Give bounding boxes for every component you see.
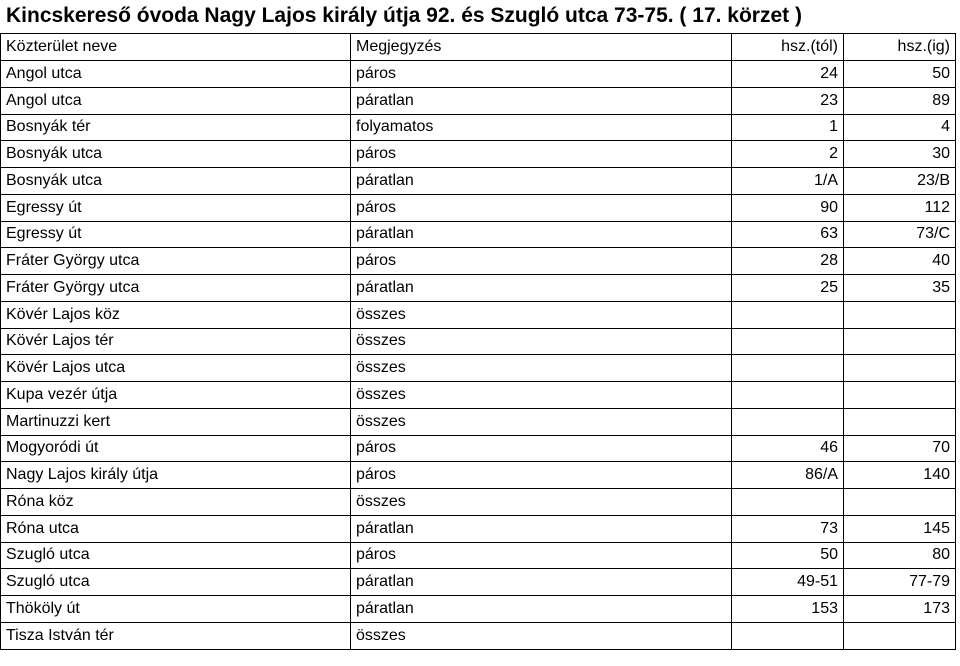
to-cell[interactable] [844,328,956,355]
street-cell[interactable]: Kövér Lajos tér [1,328,351,355]
table-row [1,515,956,542]
note-cell[interactable]: folyamatos [351,114,732,141]
to-cell[interactable]: 23/B [844,168,956,195]
note-cell[interactable]: páratlan [351,87,732,114]
from-cell[interactable]: 86/A [732,462,844,489]
header-row [1,34,956,61]
from-cell[interactable] [732,328,844,355]
from-cell[interactable] [732,355,844,382]
header-to-cell[interactable]: hsz.(ig) [844,34,956,61]
header-street-cell[interactable]: Közterület neve [1,34,351,61]
sheet-title: Kincskereső óvoda Nagy Lajos király útja 92. és Szugló utca 73-75. ( 17. körzet ) [6,4,802,27]
from-cell[interactable]: 73 [732,515,844,542]
table-row [1,328,956,355]
street-cell[interactable]: Martinuzzi kert [1,408,351,435]
table-row [1,221,956,248]
to-cell[interactable] [844,382,956,409]
note-cell[interactable]: összes [351,408,732,435]
note-cell[interactable]: páratlan [351,596,732,623]
from-cell[interactable]: 28 [732,248,844,275]
table-row [1,569,956,596]
note-cell[interactable]: páros [351,194,732,221]
from-cell[interactable]: 50 [732,542,844,569]
street-cell[interactable]: Mogyoródi út [1,435,351,462]
from-cell[interactable]: 90 [732,194,844,221]
table-row [1,622,956,649]
note-cell[interactable]: összes [351,355,732,382]
note-cell[interactable]: páros [351,248,732,275]
note-cell[interactable]: páros [351,141,732,168]
street-cell[interactable]: Bosnyák utca [1,168,351,195]
to-cell[interactable]: 80 [844,542,956,569]
to-cell[interactable] [844,355,956,382]
note-cell[interactable]: páratlan [351,275,732,302]
note-cell[interactable]: összes [351,489,732,516]
from-cell[interactable] [732,489,844,516]
table-row [1,596,956,623]
table-row [1,435,956,462]
to-cell[interactable]: 4 [844,114,956,141]
street-cell[interactable]: Kupa vezér útja [1,382,351,409]
table-row [1,275,956,302]
from-cell[interactable]: 63 [732,221,844,248]
table-row [1,61,956,88]
from-cell[interactable]: 24 [732,61,844,88]
street-cell[interactable]: Bosnyák tér [1,114,351,141]
to-cell[interactable]: 112 [844,194,956,221]
table-row [1,194,956,221]
table-row [1,114,956,141]
from-cell[interactable]: 49-51 [732,569,844,596]
street-cell[interactable]: Róna köz [1,489,351,516]
note-cell[interactable]: páros [351,462,732,489]
from-cell[interactable]: 153 [732,596,844,623]
to-cell[interactable]: 50 [844,61,956,88]
street-cell[interactable]: Nagy Lajos király útja [1,462,351,489]
street-cell[interactable]: Szugló utca [1,542,351,569]
to-cell[interactable]: 173 [844,596,956,623]
header-from-cell[interactable]: hsz.(tól) [732,34,844,61]
from-cell[interactable] [732,622,844,649]
table-row [1,408,956,435]
street-table [0,33,956,650]
street-cell[interactable]: Egressy út [1,194,351,221]
from-cell[interactable]: 2 [732,141,844,168]
table-row [1,248,956,275]
table-row [1,489,956,516]
to-cell[interactable] [844,489,956,516]
street-cell[interactable]: Tisza István tér [1,622,351,649]
table-row [1,355,956,382]
to-cell[interactable] [844,301,956,328]
note-cell[interactable]: páratlan [351,569,732,596]
table-row [1,542,956,569]
to-cell[interactable]: 73/C [844,221,956,248]
street-cell[interactable]: Angol utca [1,61,351,88]
note-cell[interactable]: páratlan [351,515,732,542]
note-cell[interactable]: páratlan [351,221,732,248]
to-cell[interactable]: 140 [844,462,956,489]
from-cell[interactable]: 1 [732,114,844,141]
note-cell[interactable]: összes [351,301,732,328]
to-cell[interactable]: 145 [844,515,956,542]
street-cell[interactable]: Fráter György utca [1,248,351,275]
street-cell[interactable]: Róna utca [1,515,351,542]
from-cell[interactable] [732,382,844,409]
to-cell[interactable]: 40 [844,248,956,275]
street-cell[interactable]: Angol utca [1,87,351,114]
note-cell[interactable]: összes [351,382,732,409]
to-cell[interactable]: 89 [844,87,956,114]
to-cell[interactable]: 35 [844,275,956,302]
from-cell[interactable]: 23 [732,87,844,114]
street-cell[interactable]: Kövér Lajos köz [1,301,351,328]
to-cell[interactable] [844,622,956,649]
street-cell[interactable]: Kövér Lajos utca [1,355,351,382]
to-cell[interactable]: 70 [844,435,956,462]
street-cell[interactable]: Szugló utca [1,569,351,596]
street-cell[interactable]: Thököly út [1,596,351,623]
note-cell[interactable]: összes [351,622,732,649]
note-cell[interactable]: páratlan [351,168,732,195]
from-cell[interactable] [732,301,844,328]
street-table-body [1,34,956,650]
from-cell[interactable]: 46 [732,435,844,462]
table-row [1,462,956,489]
street-cell[interactable]: Egressy út [1,221,351,248]
to-cell[interactable] [844,408,956,435]
table-row [1,301,956,328]
to-cell[interactable]: 30 [844,141,956,168]
from-cell[interactable]: 1/A [732,168,844,195]
note-cell[interactable]: páros [351,61,732,88]
note-cell[interactable]: páros [351,435,732,462]
note-cell[interactable]: páros [351,542,732,569]
table-row [1,168,956,195]
header-note-cell[interactable]: Megjegyzés [351,34,732,61]
from-cell[interactable]: 25 [732,275,844,302]
table-row [1,382,956,409]
from-cell[interactable] [732,408,844,435]
to-cell[interactable]: 77-79 [844,569,956,596]
note-cell[interactable]: összes [351,328,732,355]
table-row [1,87,956,114]
table-row [1,141,956,168]
street-cell[interactable]: Fráter György utca [1,275,351,302]
street-cell[interactable]: Bosnyák utca [1,141,351,168]
